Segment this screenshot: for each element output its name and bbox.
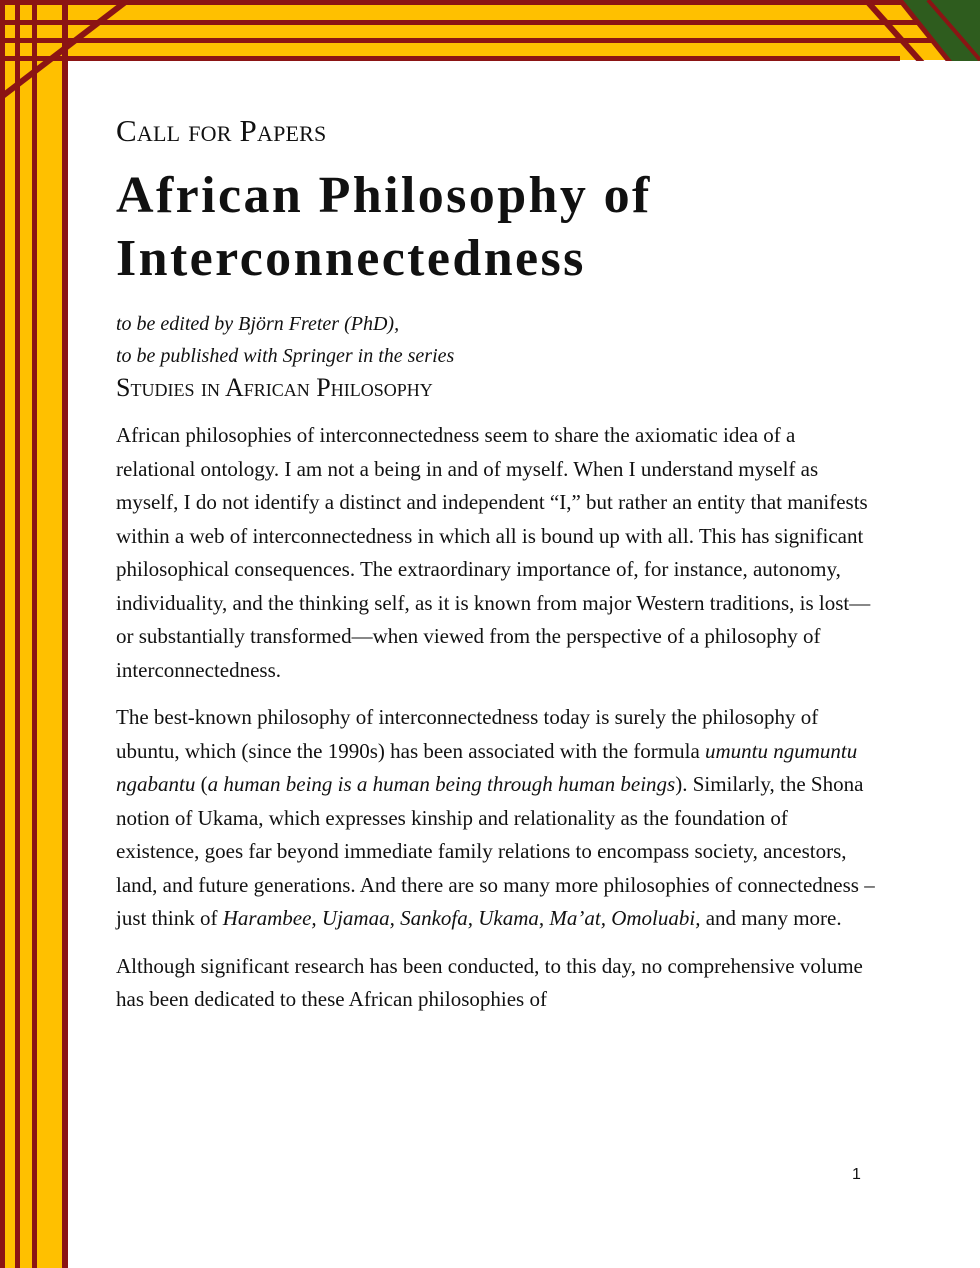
- paragraph-2-text-c: ). Similarly, the Shona notion of Ukama, which expresses kinship and relationality as the foundation of existence, goes far beyond immediate family relations to encompass society, ancestors, land, and future generations. And there are so many more philosophies of connectedness – just think of: [116, 772, 875, 931]
- title-line-1: African Philosophy of: [116, 167, 652, 225]
- paragraph-2: [116, 701, 876, 936]
- left-stripe-3: [32, 0, 37, 1268]
- paragraph-3: Although significant research has been conducted, to this day, no comprehensive volume has been dedicated to these African philosophies of: [116, 953, 863, 1012]
- title-line-2: Interconnectedness: [116, 229, 586, 287]
- document-body: [116, 112, 876, 1017]
- top-bevel: [68, 0, 926, 60]
- paragraph-2-text-a: The best-known philosophy of interconnectedness today is surely the philosophy of ubuntu, which (since the 1990s) has been associated with the formula: [116, 705, 819, 763]
- paragraph-2-text-b: (: [195, 772, 208, 797]
- document-title: [116, 165, 876, 290]
- paragraph-2-text-d: and many more.: [700, 906, 842, 931]
- series-name: Studies in African Philosophy: [116, 372, 433, 402]
- kicker-call-for-papers: Call for Papers: [116, 113, 327, 148]
- paragraph-1: African philosophies of interconnectedness seem to share the axiomatic idea of a relational ontology. I am not a being in and of myself. When I understand myself as myself, I do not identify a distinct and independent “I,” but rather an entity that manifests within a web of interconnectedness in which all is bound up with all. This has significant philosophical consequences. The extraordinary importance of, for instance, autonomy, individuality, and the thinking self, as it is known from major Western traditions, is lost—or substantially transformed—when viewed from the perspective of a philosophy of interconnectedness.: [116, 423, 871, 682]
- left-stripe-2: [15, 0, 20, 1268]
- left-stripe-4: [62, 0, 68, 1268]
- top-stripe-1: [0, 0, 980, 5]
- editor-line: to be edited by Björn Freter (PhD),: [116, 312, 400, 335]
- formula-translation: a human being is a human being through human beings: [207, 772, 676, 797]
- page-number: 1: [852, 1166, 861, 1183]
- top-stripe-2: [0, 20, 980, 25]
- publisher-line: to be published with Springer in the series: [116, 344, 455, 367]
- top-stripe-4: [0, 56, 900, 61]
- top-stripe-3: [0, 38, 980, 43]
- left-stripe-1: [0, 0, 5, 1268]
- philosophies-list: Harambee, Ujamaa, Sankofa, Ukama, Ma’at, Omoluabi,: [222, 906, 701, 931]
- ubuntu-formula: umuntu ngumuntu ngabantu: [116, 738, 858, 797]
